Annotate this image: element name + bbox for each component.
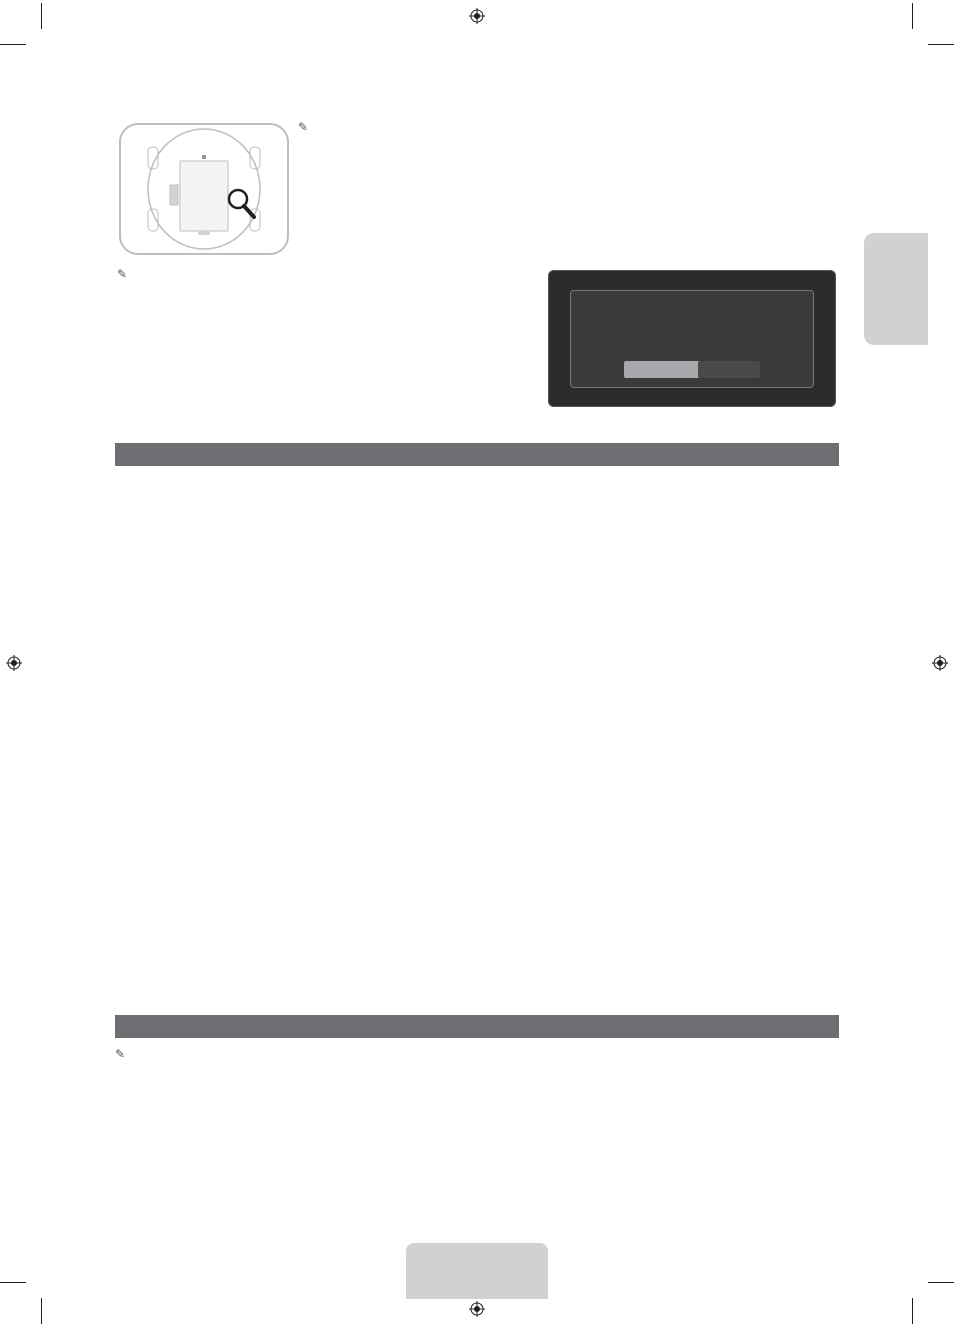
registration-mark-icon xyxy=(469,8,485,24)
registration-mark-icon xyxy=(469,1301,485,1317)
crop-mark xyxy=(0,44,26,45)
section-title-universal-remote xyxy=(115,443,839,466)
crop-mark xyxy=(912,3,913,29)
crop-mark xyxy=(928,44,954,45)
top-steps xyxy=(298,119,838,134)
page-number-tab xyxy=(406,1243,548,1299)
pencil-note-icon: ✎ xyxy=(117,267,128,281)
crop-mark xyxy=(928,1282,954,1283)
crop-mark xyxy=(912,1298,913,1324)
section2-body xyxy=(115,1046,839,1061)
pencil-note-icon: ✎ xyxy=(298,120,309,134)
crop-mark xyxy=(41,3,42,29)
section-title-recommended-code xyxy=(115,1015,839,1038)
tv-dialog-screenshot xyxy=(548,270,836,407)
tv-dialog-box xyxy=(570,290,814,388)
section1-body xyxy=(115,473,839,476)
crop-mark xyxy=(41,1298,42,1324)
registration-mark-icon xyxy=(6,655,22,671)
ir-blaster-illustration xyxy=(118,123,290,257)
language-side-tab xyxy=(864,233,928,345)
crop-mark xyxy=(0,1282,26,1283)
dialog-cancel-button[interactable] xyxy=(698,361,760,378)
registration-mark-icon xyxy=(932,655,948,671)
pencil-note-icon: ✎ xyxy=(115,1047,126,1061)
